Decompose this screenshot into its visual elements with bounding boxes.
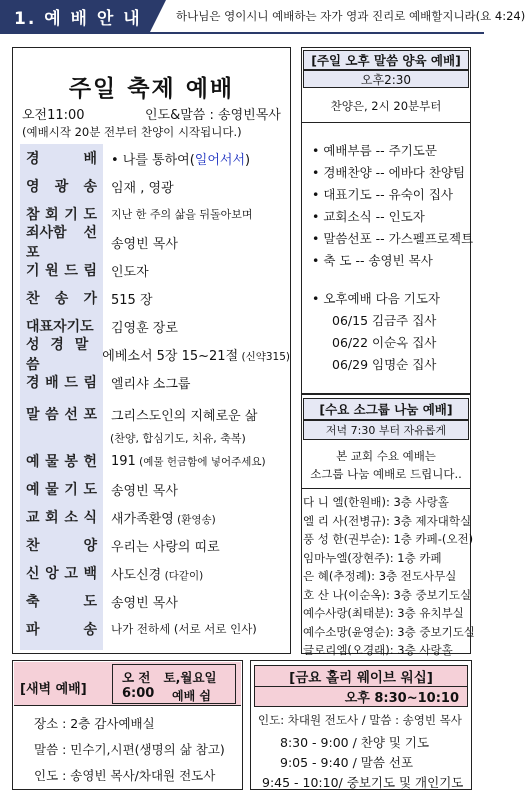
order-row bbox=[20, 400, 290, 428]
order-row bbox=[20, 587, 290, 615]
order-row bbox=[20, 144, 290, 172]
friday-session: 9:45 - 10:10/ 중보기도 및 개인기도 bbox=[262, 775, 464, 790]
list-item: • 말씀선포 -- 가스펠프로젝트 bbox=[312, 231, 474, 246]
bible-verse: 하나님은 영이시니 예배하는 자가 영과 진리로 예배할지니라(요 4:24) bbox=[176, 9, 525, 23]
friday-time: 오후 8:30~10:10 bbox=[254, 687, 468, 707]
friday-session: 9:05 - 9:40 / 말씀 선포 bbox=[280, 755, 414, 770]
order-label: 파 송 bbox=[26, 622, 97, 638]
friday-title: [금요 홀리 웨이브 워십] bbox=[254, 665, 468, 687]
list-item: • 교회소식 -- 인도자 bbox=[312, 209, 425, 224]
order-row bbox=[20, 337, 290, 373]
order-value: 송영빈 목사 bbox=[111, 483, 178, 499]
dawn-lead: 인도 : 송영빈 목사/차대원 전도사 bbox=[34, 768, 216, 783]
divider bbox=[301, 122, 471, 123]
order-row bbox=[20, 531, 290, 559]
order-row bbox=[20, 447, 290, 475]
list-item: 엘 리 사(전병규): 3층 제자대학실 bbox=[303, 513, 472, 528]
wednesday-title: [수요 소그룹 나눔 예배] bbox=[303, 398, 469, 420]
order-value: 새가족환영 (환영송) bbox=[111, 511, 216, 527]
list-item: 06/22 이순옥 집사 bbox=[332, 335, 437, 350]
friday-lead: 인도: 차대원 전도사 / 말씀 : 송영빈 목사 bbox=[258, 713, 462, 727]
order-value: 사도신경 (다같이) bbox=[111, 567, 204, 583]
list-item: • 축 도 -- 송영빈 목사 bbox=[312, 253, 433, 268]
order-row bbox=[20, 256, 290, 284]
order-label: 찬 양 bbox=[26, 538, 97, 554]
notice-line: 소그룹 나눔 예배로 드립니다.. bbox=[310, 467, 462, 481]
service-note: (예배시작 20분 전부터 찬양이 시작됩니다.) bbox=[22, 125, 242, 139]
divider bbox=[301, 488, 471, 489]
order-value: 임재 , 영광 bbox=[111, 180, 174, 196]
order-row bbox=[20, 225, 290, 261]
order-value: 인도자 bbox=[111, 264, 149, 280]
order-row bbox=[20, 559, 290, 587]
order-row bbox=[20, 172, 290, 200]
order-label: 죄사함 선포 bbox=[26, 225, 97, 261]
order-label: 기 원 드 림 bbox=[26, 263, 97, 279]
order-value: 엘리샤 소그룹 bbox=[111, 376, 191, 392]
list-item: 은 혜(추정례): 3층 전도사무실 bbox=[303, 569, 457, 583]
order-value: 송영빈 목사 bbox=[111, 595, 178, 611]
order-label: 교 회 소 식 bbox=[26, 510, 97, 526]
wednesday-notice bbox=[301, 447, 471, 483]
order-value: 191 (예물 헌금함에 넣어주세요) bbox=[111, 453, 266, 469]
order-row bbox=[20, 615, 290, 643]
order-label: 예 물 기 도 bbox=[26, 482, 97, 498]
dawn-days: 오 전 토,월요일 bbox=[122, 670, 217, 685]
list-item: 호 산 나(이순옥): 3층 중보기도실 bbox=[303, 587, 472, 602]
order-value: • 나를 통하여(일어서서) bbox=[111, 152, 251, 168]
order-label: 대표자기도 bbox=[26, 319, 94, 335]
dawn-place: 장소 : 2층 감사예배실 bbox=[34, 716, 155, 731]
dawn-word: 말씀 : 민수기,시편(생명의 삶 참고) bbox=[34, 742, 225, 757]
list-heading: • 오후예배 다음 기도자 bbox=[312, 291, 440, 306]
notice-line: 본 교회 수요 예배는 bbox=[336, 449, 436, 463]
dawn-title: [새벽 예배] bbox=[20, 682, 87, 697]
afternoon-time: 오후2:30 bbox=[303, 70, 469, 88]
list-item: 06/29 임명순 집사 bbox=[332, 357, 437, 372]
order-label: 경 배 bbox=[26, 151, 97, 167]
order-label: 찬 송 가 bbox=[26, 291, 97, 307]
list-item: 다 니 엘(한원배): 3층 사랑홀 bbox=[303, 495, 449, 509]
small-group-list bbox=[303, 493, 475, 660]
order-label: 말 씀 선 포 bbox=[26, 407, 97, 423]
afternoon-order bbox=[312, 140, 473, 272]
next-prayer-list bbox=[312, 288, 440, 376]
order-value: 김영훈 장로 bbox=[111, 320, 178, 336]
order-row bbox=[20, 368, 290, 396]
order-label: 참 회 기 도 bbox=[26, 207, 97, 223]
order-label: 경 배 드 림 bbox=[26, 375, 97, 391]
dawn-rest: 예배 쉼 bbox=[172, 689, 211, 703]
order-value: 송영빈 목사 bbox=[111, 236, 178, 252]
order-value: 에베소서 5장 15~21절 (신약315) bbox=[102, 348, 290, 364]
list-item: 예수사랑(최태분): 3층 유치부실 bbox=[303, 606, 464, 620]
order-label: 신 앙 고 백 bbox=[26, 566, 97, 582]
dawn-time: 6:00 bbox=[122, 686, 155, 701]
friday-session: 8:30 - 9:00 / 찬양 및 기도 bbox=[280, 735, 430, 750]
order-row bbox=[20, 284, 290, 312]
list-item: 예수소망(윤영순): 3층 중보기도실 bbox=[303, 624, 475, 639]
order-label: 예 물 봉 헌 bbox=[26, 454, 97, 470]
order-label: 축 도 bbox=[26, 594, 97, 610]
highlight-text: 일어서서 bbox=[194, 152, 246, 168]
order-row bbox=[20, 475, 290, 503]
section-tab: 1. 예 배 안 내 bbox=[0, 0, 150, 32]
afternoon-title: [주일 오후 말씀 양육 예배] bbox=[303, 50, 469, 70]
list-item: • 경배찬양 -- 에바다 찬양팀 bbox=[312, 165, 466, 180]
service-leader: 인도&말씀 : 송영빈목사 bbox=[145, 108, 281, 123]
list-item: 글로리엠(오경래): 3층 사랑홀 bbox=[303, 643, 453, 657]
list-item: 풍 성 한(권부순): 1층 카페-(오전) bbox=[303, 532, 474, 546]
order-row bbox=[20, 503, 290, 531]
wednesday-time: 저녁 7:30 부터 자유롭게 bbox=[303, 420, 469, 440]
service-time: 오전11:00 bbox=[22, 108, 85, 123]
order-value: 우리는 사랑의 띠로 bbox=[111, 539, 220, 555]
order-value: 그리스도인의 지혜로운 삶 bbox=[111, 408, 258, 424]
praise-start: 찬양은, 2시 20분부터 bbox=[330, 99, 442, 113]
sermon-subtitle: (찬양, 합심기도, 치유, 축복) bbox=[110, 432, 246, 445]
service-title: 주일 축제 예배 bbox=[68, 76, 235, 102]
order-value: 나가 전하세 (서로 서로 인사) bbox=[111, 622, 257, 636]
header-divider bbox=[0, 32, 484, 34]
list-item: • 대표기도 -- 유숙이 집사 bbox=[312, 187, 453, 202]
list-item: 06/15 김금주 집사 bbox=[332, 313, 437, 328]
order-value: 515 장 bbox=[111, 292, 153, 308]
order-value: 지난 한 주의 삶을 뒤돌아보며 bbox=[111, 208, 253, 221]
list-item: 임마누엘(장현주): 1층 카페 bbox=[303, 550, 442, 565]
order-label: 성 경 말 씀 bbox=[26, 337, 89, 373]
order-label: 영 광 송 bbox=[26, 179, 97, 195]
list-item: • 예배부름 -- 주기도문 bbox=[312, 143, 437, 158]
